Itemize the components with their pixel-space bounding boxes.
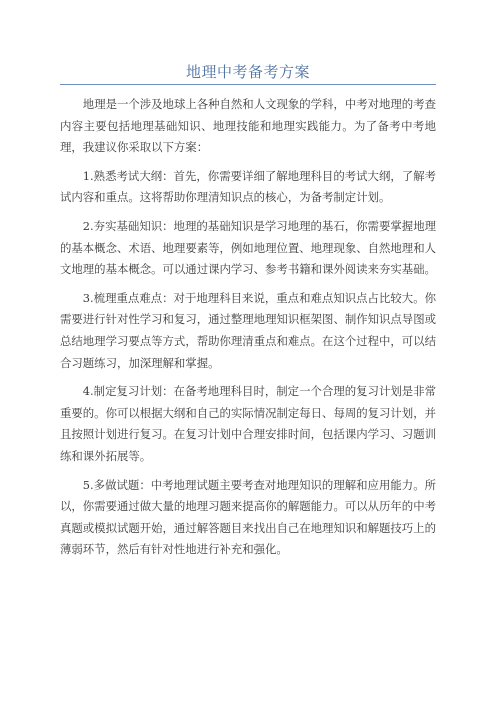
step-1-paragraph: 1.熟悉考试大纲：首先，你需要详细了解地理科目的考试大纲，了解考试内容和重点。这将帮助你理清知识点的核心，为备考制定计划。 — [60, 168, 436, 205]
intro-paragraph: 地理是一个涉及地球上各种自然和人文现象的学科，中考对地理的考查内容主要包括地理基础知识、地理技能和地理实践能力。为了备考中考地理，我建议你采取以下方案： — [60, 97, 436, 155]
document-title: 地理中考备考方案 — [185, 63, 310, 81]
title-underline — [60, 84, 436, 85]
step-3-paragraph: 3.梳理重点难点：对于地理科目来说，重点和难点知识点占比较大。你需要进行针对性学习和复习，通过整理地理知识框架图、制作知识点导图或总结地理学习要点等方式，帮助你理清重点和难点。在这个过程中，可以结合习题练习，加深理解和掌握。 — [60, 290, 436, 370]
document-body — [60, 94, 436, 568]
step-4-paragraph: 4.制定复习计划：在备考地理科目时，制定一个合理的复习计划是非常重要的。你可以根据大纲和自己的实际情况制定每日、每周的复习计划，并且按照计划进行复习。在复习计划中合理安排时间，包括课内学习、习题训练和课外拓展等。 — [60, 384, 436, 463]
step-5-paragraph: 5.多做试题：中考地理试题主要考查对地理知识的理解和应用能力。所以，你需要通过做大量的地理习题来提高你的解题能力。可以从历年的中考真题或模拟试题开始，通过解答题目来找出自己在地理知识和解题技巧上的薄弱环节，然后有针对性地进行补充和强化。 — [60, 477, 436, 557]
step-2-paragraph: 2.夯实基础知识：地理的基础知识是学习地理的基石，你需要掌握地理的基本概念、术语、地理要素等，例如地理位置、地理现象、自然地理和人文地理的基本概念。可以通过课内学习、参考书籍和课外阅读来夯实基础。 — [60, 218, 436, 277]
